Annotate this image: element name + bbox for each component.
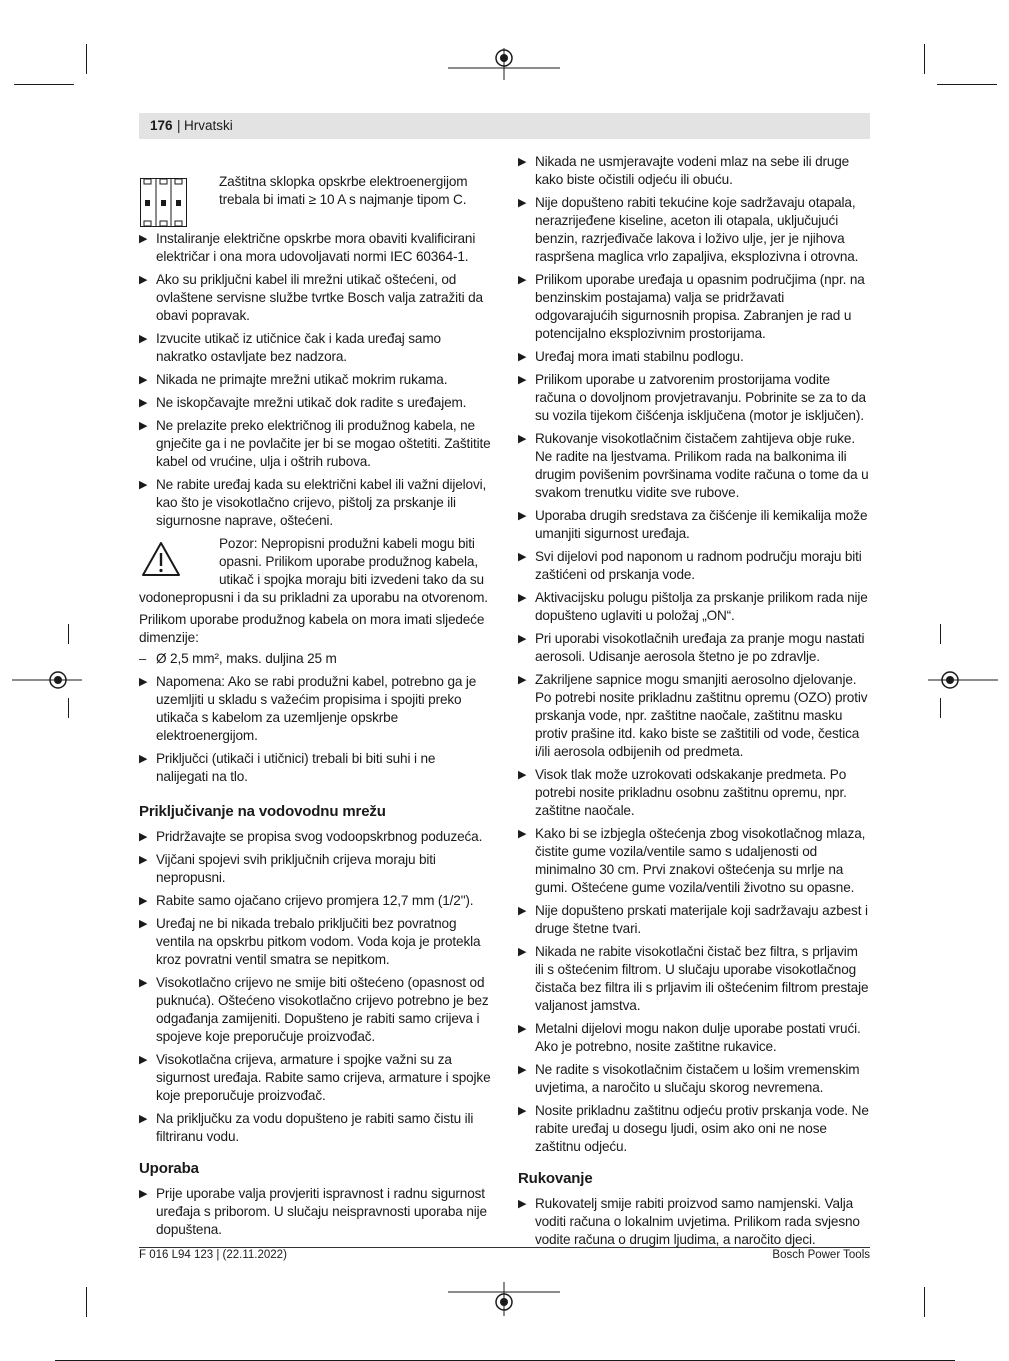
list-item <box>518 630 870 666</box>
list-item-text: Instaliranje električne opskrbe mora obaviti kvalificirani električar i ona mora udovoljavati normi IEC 60364-1. <box>156 231 476 264</box>
bullet-list-extension <box>139 673 491 786</box>
list-item-text: Pridržavajte se propisa svog vodoopskrbnog poduzeća. <box>156 829 483 844</box>
triangle-right-icon: ▶ <box>139 274 148 286</box>
triangle-right-icon: ▶ <box>518 592 527 604</box>
breaker-text: Zaštitna sklopka opskrbe elektroenergijom trebala bi imati ≥ 10 A s najmanje tipom C. <box>219 174 468 207</box>
list-item-text: Uređaj ne bi nikada trebalo priključiti bez povratnog ventila na opskrbu pitkom vodom. Voda koja je protekla kroz povratni ventil smatra se nepitkom. <box>156 916 481 967</box>
list-item <box>139 1051 491 1105</box>
bullet-list-water <box>139 828 491 1146</box>
triangle-right-icon: ▶ <box>518 510 527 522</box>
registration-mark-icon <box>448 40 560 80</box>
list-item <box>518 348 870 366</box>
list-item <box>518 766 870 820</box>
triangle-right-icon: ▶ <box>518 274 527 286</box>
triangle-right-icon: ▶ <box>518 769 527 781</box>
right-column <box>518 153 870 1254</box>
triangle-right-icon: ▶ <box>139 333 148 345</box>
list-item <box>139 476 491 530</box>
left-column <box>139 172 491 1244</box>
triangle-right-icon: ▶ <box>139 374 148 386</box>
section-heading: Rukovanje <box>518 1170 593 1187</box>
header-language: Hrvatski <box>184 118 233 133</box>
dash-item-text: Ø 2,5 mm², maks. duljina 25 m <box>156 651 337 666</box>
circuit-breaker-icon <box>139 178 189 228</box>
list-item <box>518 430 870 502</box>
triangle-right-icon: ▶ <box>139 831 148 843</box>
list-item-text: Zakriljene sapnice mogu smanjiti aerosolno djelovanje. Po potrebi nosite prikladnu zaštitnu opremu (OZO) protiv prskanja vode, npr. zaštitne naočale, zaštitnu masku protiv prašine itd. kako biste se zaštitili od vode, čestica i/ili aerosola odbijenih od predmeta. <box>535 672 868 759</box>
triangle-right-icon: ▶ <box>518 828 527 840</box>
list-item-text: Metalni dijelovi mogu nakon dulje uporabe postati vrući. Ako je potrebno, nosite zaštitne rukavice. <box>535 1021 861 1054</box>
triangle-right-icon: ▶ <box>518 1023 527 1035</box>
list-item <box>139 230 491 266</box>
triangle-right-icon: ▶ <box>518 551 527 563</box>
list-item-text: Na priključku za vodu dopušteno je rabiti samo čistu ili filtriranu vodu. <box>156 1111 474 1144</box>
list-item <box>139 330 491 366</box>
list-item-text: Visok tlak može uzrokovati odskakanje predmeta. Po potrebi nosite prikladnu osobnu zaštitnu opremu, npr. zaštitne naočale. <box>535 767 847 818</box>
extension-cable-text: Prilikom uporabe produžnog kabela on mora imati sljedeće dimenzije: <box>139 612 485 645</box>
triangle-right-icon: ▶ <box>518 946 527 958</box>
warning-text: Pozor: Nepropisni produžni kabeli mogu biti opasni. Prilikom uporabe produžnog kabela, utikač i spojka moraju biti izvedeni tako da su <box>219 536 484 587</box>
triangle-right-icon: ▶ <box>518 633 527 645</box>
list-item-text: Napomena: Ako se rabi produžni kabel, potrebno ga je uzemljiti u skladu s važećim propisima i spojiti preko utikača s kabelom za uzemljenje opskrbe elektroenergijom. <box>156 674 477 743</box>
list-item-text: Uporaba drugih sredstava za čišćenje ili kemikalija može umanjiti sigurnost uređaja. <box>535 508 868 541</box>
list-item-text: Nosite prikladnu zaštitnu odjeću protiv prskanja vode. Ne rabite uređaj u dosegu ljudi, osim ako oni ne nose zaštitnu odjeću. <box>535 1103 869 1154</box>
list-item <box>518 1061 870 1097</box>
section-heading: Uporaba <box>139 1160 199 1177</box>
list-item <box>518 825 870 897</box>
triangle-right-icon: ▶ <box>139 895 148 907</box>
list-item-text: Ne radite s visokotlačnim čistačem u lošim vremenskim uvjetima, a naročito u slučaju skorog nevremena. <box>535 1062 860 1095</box>
list-item-text: Ne iskopčavajte mrežni utikač dok radite s uređajem. <box>156 395 467 410</box>
list-item-text: Rukovatelj smije rabiti proizvod samo namjenski. Valja voditi računa o lokalnim uvjetima. Prilikom rada svjesno vodite računa o drugim ljudima, a naročito djeci. <box>535 1196 860 1247</box>
list-item-text: Rabite samo ojačano crijevo promjera 12,7 mm (1/2"). <box>156 893 474 908</box>
list-item <box>139 915 491 969</box>
list-item <box>139 417 491 471</box>
header-separator: | <box>177 118 181 133</box>
triangle-right-icon: ▶ <box>139 753 148 765</box>
list-item-text: Ne prelazite preko električnog ili produžnog kabela, ne gnječite ga i ne povlačite jer bi se mogao oštetiti. Zaštitite kabel od vrućine, ulja i oštrih rubova. <box>156 418 491 469</box>
footer-rule <box>139 1247 870 1248</box>
warning-block <box>139 535 491 589</box>
footer-right: Bosch Power Tools <box>772 1249 870 1261</box>
triangle-right-icon: ▶ <box>139 977 148 989</box>
breaker-block <box>139 172 491 228</box>
triangle-right-icon: ▶ <box>518 674 527 686</box>
list-item <box>139 828 491 846</box>
section-heading: Priključivanje na vodovodnu mrežu <box>139 803 386 820</box>
registration-mark-icon <box>12 660 82 700</box>
warning-text-continued: vodonepropusni i da su prikladni za uporabu na otvorenom. <box>139 590 488 605</box>
list-item <box>139 750 491 786</box>
list-item-text: Nikada ne rabite visokotlačni čistač bez filtra, s prljavim ili s oštećenim filtrom. U slučaju uporabe visokotlačnog čistača bez filtra ili s prljavim ili oštećenim filtrom prestaje valjanost jamstva. <box>535 944 869 1013</box>
list-item <box>139 1185 491 1239</box>
list-item-text: Nije dopušteno prskati materijale koji sadržavaju azbest i druge štetne tvari. <box>535 903 868 936</box>
dash-marker: – <box>139 651 147 666</box>
bullet-list-safety <box>518 153 870 1156</box>
list-item-text: Visokotlačna crijeva, armature i spojke važni su za sigurnost uređaja. Rabite samo crijeva, armature i spojke koje preporučuje proizvođač. <box>156 1052 491 1103</box>
list-item <box>518 1195 870 1249</box>
list-item <box>139 892 491 910</box>
triangle-right-icon: ▶ <box>518 197 527 209</box>
list-item <box>518 671 870 761</box>
triangle-right-icon: ▶ <box>518 1105 527 1117</box>
list-item <box>518 902 870 938</box>
registration-mark-icon <box>928 660 998 700</box>
page-header <box>139 113 870 139</box>
list-item-text: Priključci (utikači i utičnici) trebali bi biti suhi i ne nalijegati na tlo. <box>156 751 436 784</box>
list-item <box>139 673 491 745</box>
triangle-right-icon: ▶ <box>139 233 148 245</box>
list-item-text: Prilikom uporabe uređaja u opasnim područjima (npr. na benzinskim postajama) valja se pridržavati odgovarajućih sigurnosnih propisa. Zabranjen je rad u potencijalno eksplozivnim prostorijama. <box>535 272 865 341</box>
list-item <box>518 507 870 543</box>
triangle-right-icon: ▶ <box>518 1198 527 1210</box>
list-item <box>139 394 491 412</box>
registration-mark-icon <box>448 1282 560 1322</box>
triangle-right-icon: ▶ <box>139 1188 148 1200</box>
list-item-text: Rukovanje visokotlačnim čistačem zahtijeva obje ruke. Ne radite na ljestvama. Prilikom rada na balkonima ili drugim povišenim površinama vodite računa o tome da u svakom trenutku vidite sve rubove. <box>535 431 869 500</box>
list-item <box>518 194 870 266</box>
triangle-right-icon: ▶ <box>139 1054 148 1066</box>
footer-left: F 016 L94 123 | (22.11.2022) <box>139 1249 287 1261</box>
list-item <box>518 548 870 584</box>
list-item <box>139 1110 491 1146</box>
dash-item <box>139 650 491 668</box>
list-item-text: Vijčani spojevi svih priključnih crijeva moraju biti nepropusni. <box>156 852 436 885</box>
warning-triangle-icon <box>141 541 181 577</box>
list-item <box>518 943 870 1015</box>
list-item-text: Aktivacijsku polugu pištolja za prskanje prilikom rada nije dopušteno uglaviti u položaj „ON“. <box>535 590 868 623</box>
triangle-right-icon: ▶ <box>518 351 527 363</box>
list-item-text: Izvucite utikač iz utičnice čak i kada uređaj samo nakratko ostavljate bez nadzora. <box>156 331 441 364</box>
bullet-list-handling <box>518 1195 870 1249</box>
list-item-text: Visokotlačno crijevo ne smije biti oštećeno (opasnost od puknuća). Oštećeno visokotlačno crijevo potrebno je bez odgađanja zamijeniti. Dopušteno je rabiti samo crijeva i spojeve koje preporučuje proizvođač. <box>156 975 489 1044</box>
list-item <box>518 1102 870 1156</box>
list-item <box>518 371 870 425</box>
bullet-list-use <box>139 1185 491 1239</box>
triangle-right-icon: ▶ <box>518 1064 527 1076</box>
triangle-right-icon: ▶ <box>139 918 148 930</box>
triangle-right-icon: ▶ <box>518 433 527 445</box>
list-item-text: Ne rabite uređaj kada su električni kabel ili važni dijelovi, kao što je visokotlačno crijevo, pištolj za prskanje ili sigurnosne naprave, oštećeni. <box>156 477 487 528</box>
triangle-right-icon: ▶ <box>518 374 527 386</box>
triangle-right-icon: ▶ <box>139 1113 148 1125</box>
list-item-text: Svi dijelovi pod naponom u radnom području moraju biti zaštićeni od prskanja vode. <box>535 549 862 582</box>
triangle-right-icon: ▶ <box>518 905 527 917</box>
list-item-text: Prilikom uporabe u zatvorenim prostorijama vodite računa o dovoljnom provjetravanju. Pobrinite se za to da su vozila tijekom čišćenja isključena (motor je isključen). <box>535 372 866 423</box>
triangle-right-icon: ▶ <box>139 479 148 491</box>
list-item <box>139 851 491 887</box>
list-item <box>518 153 870 189</box>
list-item-text: Ako su priključni kabel ili mrežni utikač oštećeni, od ovlaštene servisne službe tvrtke Bosch valja zatražiti da obavi popravak. <box>156 272 483 323</box>
list-item <box>518 1020 870 1056</box>
list-item-text: Prije uporabe valja provjeriti ispravnost i radnu sigurnost uređaja s priborom. U slučaju neispravnosti uporaba nije dopuštena. <box>156 1186 487 1237</box>
triangle-right-icon: ▶ <box>139 676 148 688</box>
list-item <box>139 371 491 389</box>
list-item-text: Kako bi se izbjegla oštećenja zbog visokotlačnog mlaza, čistite gume vozila/ventile samo s udaljenosti od minimalno 30 cm. Prvi znakovi oštećenja su mrlje na gumi. Oštećene gume vozila/ventili životno su opasne. <box>535 826 866 895</box>
list-item-text: Nikada ne primajte mrežni utikač mokrim rukama. <box>156 372 448 387</box>
list-item <box>139 974 491 1046</box>
list-item-text: Uređaj mora imati stabilnu podlogu. <box>535 349 744 364</box>
list-item <box>518 589 870 625</box>
list-item <box>139 271 491 325</box>
list-item <box>518 271 870 343</box>
list-item-text: Pri uporabi visokotlačnih uređaja za pranje mogu nastati aerosoli. Udisanje aerosola štetno je po zdravlje. <box>535 631 865 664</box>
triangle-right-icon: ▶ <box>139 397 148 409</box>
bullet-list-electrical <box>139 230 491 530</box>
triangle-right-icon: ▶ <box>139 854 148 866</box>
list-item-text: Nikada ne usmjeravajte vodeni mlaz na sebe ili druge kako biste očistili odjeću ili obuću. <box>535 154 850 187</box>
triangle-right-icon: ▶ <box>518 156 527 168</box>
triangle-right-icon: ▶ <box>139 420 148 432</box>
page-number: 176 <box>150 118 173 133</box>
list-item-text: Nije dopušteno rabiti tekućine koje sadržavaju otapala, nerazrijeđene kiseline, aceton ili otapala, uključujući benzin, razrjeđivače lakova i loživo ulje, jer je njihova raspršena maglica vrlo zapaljiva, eksplozivna i otrovna. <box>535 195 859 264</box>
